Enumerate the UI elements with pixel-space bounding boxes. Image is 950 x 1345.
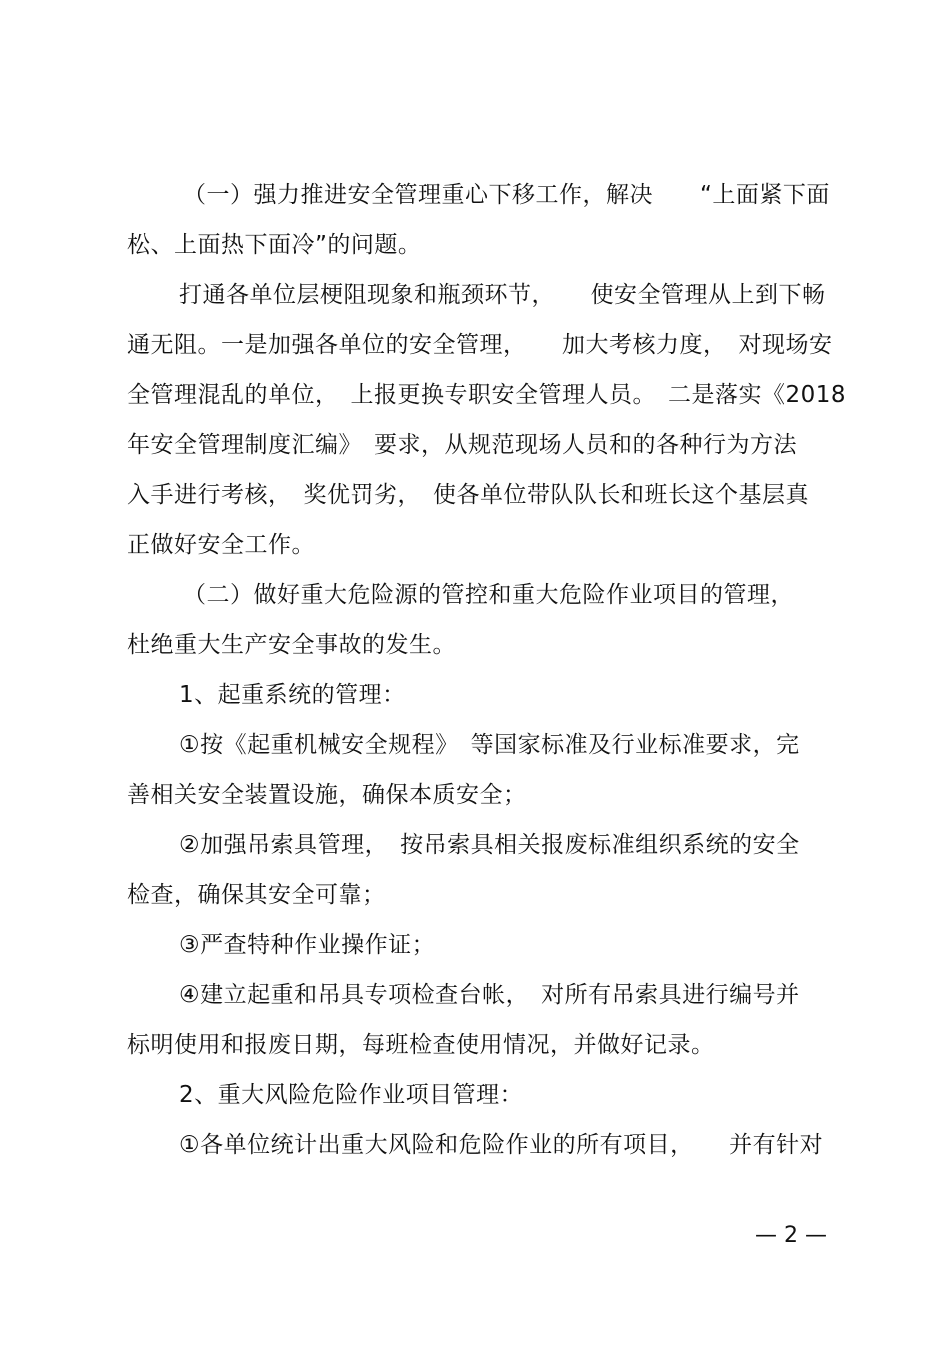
text-line: （一）强力推进安全管理重心下移工作，解决 “上面紧下面 bbox=[183, 182, 830, 208]
text-line: ②加强吊索具管理， 按吊索具相关报废标准组织系统的安全 bbox=[179, 832, 800, 858]
text-line: （二）做好重大危险源的管控和重大危险作业项目的管理， bbox=[183, 582, 794, 608]
text-line: 标明使用和报废日期，每班检查使用情况，并做好记录。 bbox=[127, 1032, 715, 1058]
text-line: 善相关安全装置设施，确保本质安全； bbox=[127, 782, 527, 808]
page-number: — 2 — bbox=[755, 1223, 827, 1248]
text-line: 通无阻。一是加强各单位的安全管理， 加大考核力度， 对现场安 bbox=[127, 332, 833, 358]
text-line: 全管理混乱的单位， 上报更换专职安全管理人员。 二是落实《2018 bbox=[127, 382, 847, 408]
text-line: ④建立起重和吊具专项检查台帐， 对所有吊索具进行编号并 bbox=[179, 982, 800, 1008]
text-line: 检查，确保其安全可靠； bbox=[127, 882, 386, 908]
text-line: 正做好安全工作。 bbox=[127, 532, 315, 558]
text-line: ①按《起重机械安全规程》 等国家标准及行业标准要求，完 bbox=[179, 732, 800, 758]
text-line: 2、重大风险危险作业项目管理： bbox=[179, 1082, 524, 1108]
text-line: 松、上面热下面冷”的问题。 bbox=[127, 232, 422, 258]
text-line: ①各单位统计出重大风险和危险作业的所有项目， 并有针对 bbox=[179, 1132, 824, 1158]
text-line: 杜绝重大生产安全事故的发生。 bbox=[127, 632, 456, 658]
text-line: ③严查特种作业操作证； bbox=[179, 932, 436, 958]
text-line: 打通各单位层梗阻现象和瓶颈环节， 使安全管理从上到下畅 bbox=[179, 282, 826, 308]
text-line: 年安全管理制度汇编》 要求，从规范现场人员和的各种行为方法 bbox=[127, 432, 797, 458]
text-line: 入手进行考核， 奖优罚劣， 使各单位带队队长和班长这个基层真 bbox=[127, 482, 809, 508]
text-line: 1、起重系统的管理： bbox=[179, 682, 406, 708]
